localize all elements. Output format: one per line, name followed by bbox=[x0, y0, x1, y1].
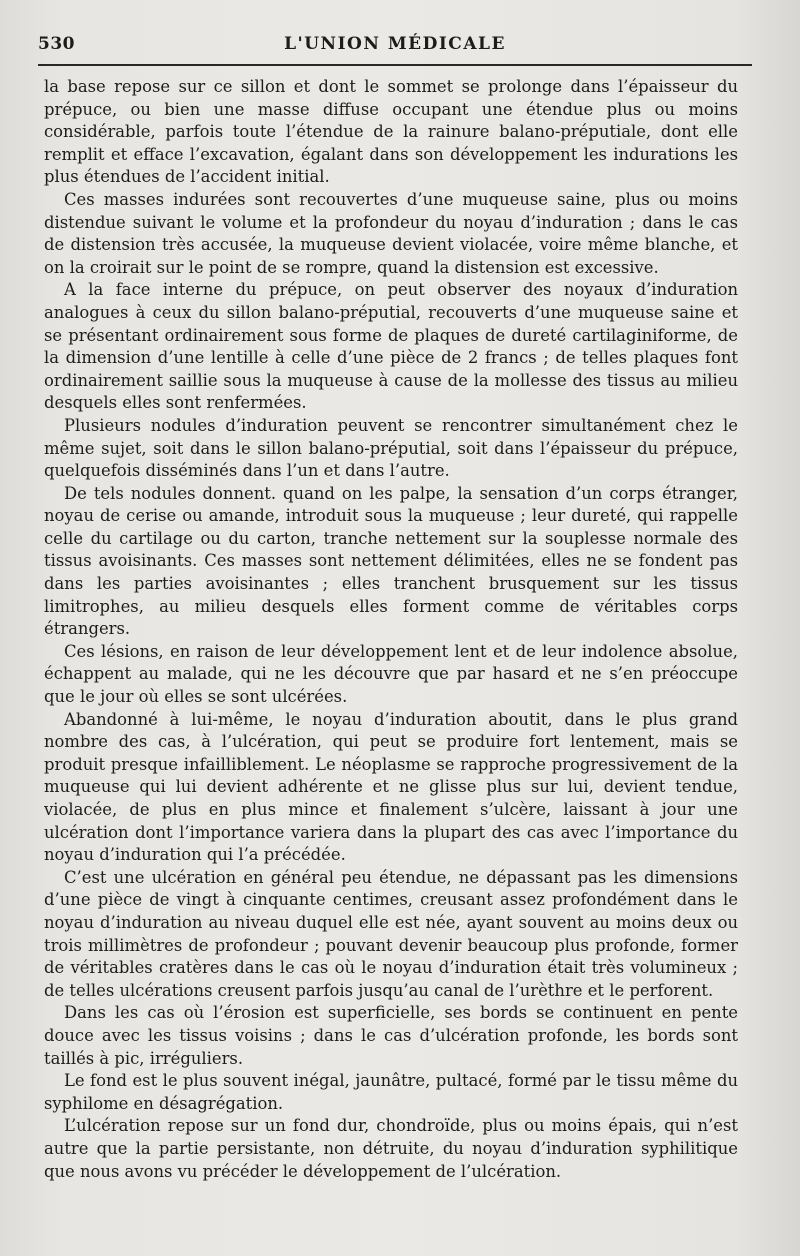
article-body bbox=[44, 76, 738, 1183]
header-rule bbox=[38, 64, 752, 66]
paragraph: Plusieurs nodules d’induration peuvent se rencontrer simultanément chez le même sujet, soit dans le sillon balano-préputial, soit dans l’épaisseur du prépuce, quelquefois disséminés dans l’un et dans l’autre. bbox=[44, 415, 738, 481]
paragraph: Ces lésions, en raison de leur développement lent et de leur indolence absolue, échappent au malade, qui ne les découvre que par hasard et ne s’en préoccupe que le jour où elles se sont ulcérées. bbox=[44, 641, 738, 707]
paragraph: Dans les cas où l’érosion est superficielle, ses bords se continuent en pente douce avec les tissus voisins ; dans le cas d’ulcération profonde, les bords sont taillés à pic, irréguliers. bbox=[44, 1003, 738, 1068]
paragraph: la base repose sur ce sillon et dont le sommet se prolonge dans l’épaisseur du prépuce, ou bien une masse diffuse occupant une étendue plus ou moins considérable, parfois toute l’étendue de la rainure balano-préputiale, dont elle remplit et efface l’excavation, égalant dans son développement les indurations les plus étendues de l’accident initial. bbox=[44, 77, 738, 187]
page-number: 530 bbox=[38, 34, 75, 54]
running-title: L'UNION MÉDICALE bbox=[284, 34, 506, 54]
page-header bbox=[38, 34, 752, 58]
paragraph: Ces masses indurées sont recouvertes d’une muqueuse saine, plus ou moins distendue suivant le volume et la profondeur du noyau d’induration ; dans le cas de distension très accusée, la muqueuse devient violacée, voire même blanche, et on la croirait sur le point de se rompre, quand la distension est excessive. bbox=[44, 189, 738, 277]
paragraph: C’est une ulcération en général peu étendue, ne dépassant pas les dimensions d’une pièce de vingt à cinquante centimes, creusant assez profondément dans le noyau d’induration au niveau duquel elle est née, ayant souvent au moins deux ou trois millimètres de profondeur ; pouvant devenir beaucoup plus profonde, former de véritables cratères dans le cas où le noyau d’induration était très volumineux ; de telles ulcérations creusent parfois jusqu’au canal de l’urèthre et le perforent. bbox=[44, 867, 738, 1000]
paragraph: L’ulcération repose sur un fond dur, chondroïde, plus ou moins épais, qui n’est autre que la partie persistante, non détruite, du noyau d’induration syphilitique que nous avons vu précéder le développement de l’ulcération. bbox=[44, 1116, 738, 1181]
paragraph: Le fond est le plus souvent inégal, jaunâtre, pultacé, formé par le tissu même du syphilome en désagrégation. bbox=[44, 1071, 738, 1113]
paragraph: De tels nodules donnent. quand on les palpe, la sensation d’un corps étranger, noyau de cerise ou amande, introduit sous la muqueuse ; leur dureté, qui rappelle celle du cartilage ou du carton, tranche nettement sur la souplesse normale des tissus avoisinants. Ces masses sont nettement délimitées, elles ne se fondent pas dans les parties avoisinantes ; elles tranchent brusquement sur les tissus limitrophes, au milieu desquels elles forment comme de véritables corps étrangers. bbox=[44, 483, 738, 639]
paragraph: Abandonné à lui-même, le noyau d’induration aboutit, dans le plus grand nombre des cas, à l’ulcération, qui peut se produire fort lentement, mais se produit presque infailliblement. Le néoplasme se rapproche progressivement de la muqueuse qui lui devient adhérente et ne glisse plus sur lui, devient tendue, violacée, de plus en plus mince et finalement s’ulcère, laissant à jour une ulcération dont l’importance variera dans la plupart des cas avec l’importance du noyau d’induration qui l’a précédée. bbox=[44, 709, 738, 865]
paragraph: A la face interne du prépuce, on peut observer des noyaux d’induration analogues à ceux du sillon balano-préputial, recouverts d’une muqueuse saine et se présentant ordinairement sous forme de plaques de dureté cartilaginiforme, de la dimension d’une lentille à celle d’une pièce de 2 francs ; de telles plaques font ordinairement saillie sous la muqueuse à cause de la mollesse des tissus au milieu desquels elles sont renfermées. bbox=[44, 280, 738, 413]
